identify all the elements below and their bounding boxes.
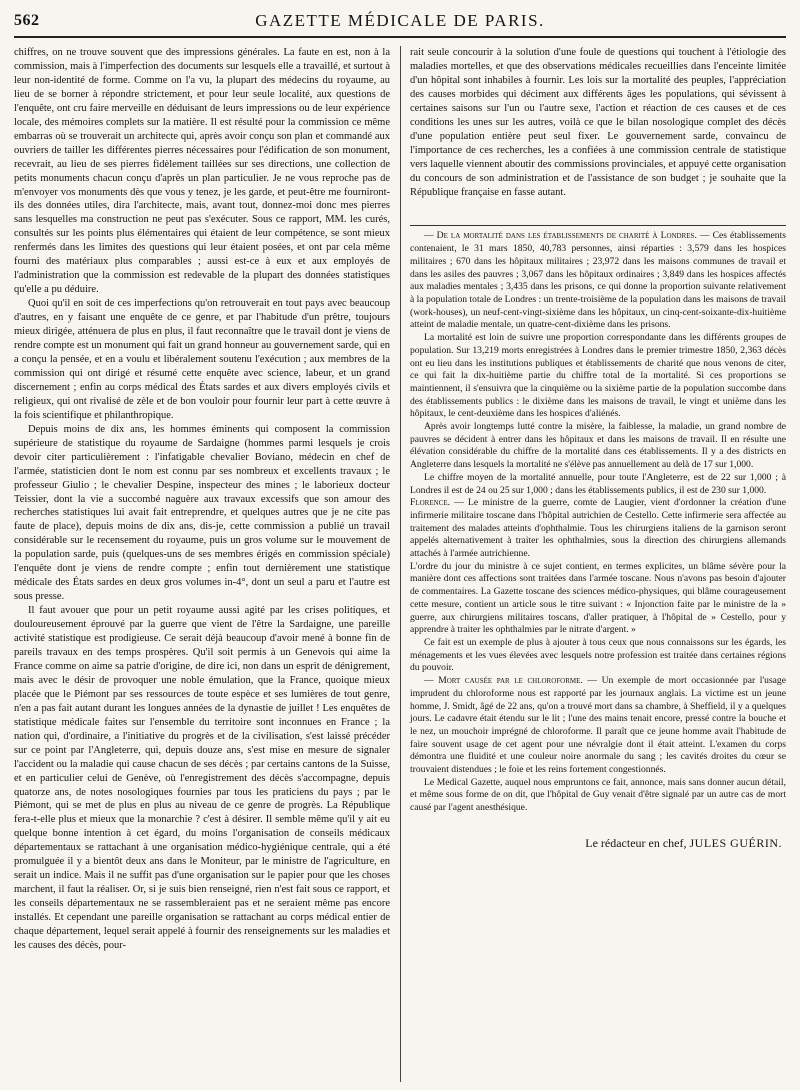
news-heading: — Mort causée par le chloroforme. (424, 675, 583, 687)
news-paragraph: Le chiffre moyen de la mortalité annuelle, pour toute l'Angleterre, est de 22 sur 1,000 ; à Londres il est de 24 ou 25 sur 1,000 ; dans les établissements publics, il est de 230 sur 1,000. (410, 471, 786, 496)
section-divider (410, 225, 786, 226)
news-body: — Ces établissements contenaient, le 31 mars 1850, 40,783 personnes, ainsi réparties : 3,579 dans les hospices militaires ; 670 dans les hôpitaux militaires ; 23,972 dans les maisons communes de travail et dans les asiles des pauvres ; 3,067 dans les hôpitaux ordinaires ; 3,849 dans les hospices affectés aux maladies mentales ; 3,435 dans les prisons, ce qui donne la proportion suivante relativement à la population totale de Londres : un trente-troisième de la population dans les maisons de travail (work-houses), un neuf-cent-vingt-sixième dans les hôpitaux, un cinq-cent-soixante-dix-huitième atteint de maladie mentale, un quatre-cent-dixième dans les prisons. (410, 230, 786, 331)
news-paragraph: Après avoir longtemps lutté contre la misère, la faiblesse, la maladie, un grand nombre de pauvres se décident à entrer dans les hôpitaux et dans les maisons de travail. Il en résulte une élévation considérable du chiffre de la mortalité dans ces établissements. Il y a des districts en Angleterre dans lesquels la mortalité ne s'élève pas annuellement au delà de 17 sur 1,000. (410, 421, 786, 471)
editor-signature (410, 837, 786, 851)
news-heading: — De la mortalité dans les établissements de charité à Londres. (424, 230, 697, 242)
news-body: — Le ministre de la guerre, comte de Laugier, vient d'ordonner la création d'une infirmerie militaire toscane dans l'hôpital autrichien de Cestello. Cette infirmerie sera affectée au traitement des malades atteints d'ophthalmie. Tous les chirurgiens italiens de la garnison seront appelés alternativement à traiter les ophthalmies, sous la direction des chirurgiens allemands attachés à l'armée autrichienne. (410, 497, 786, 560)
signature-prefix: Le rédacteur en chef, (585, 835, 687, 850)
page-number: 562 (14, 12, 40, 29)
article-columns (14, 46, 786, 1082)
news-item-london (410, 230, 786, 497)
column-divider (400, 46, 401, 1082)
news-paragraph: Ce fait est un exemple de plus à ajouter à tous ceux que nous connaissons sur les égards, les ménagements et les vues élevées avec lesquels notre profession est traitée dans certaines régions du pouvoir. (410, 636, 786, 674)
news-body: — Un exemple de mort occasionnée par l'usage imprudent du chloroforme nous est rapporté par les journaux anglais. La victime est un jeune homme, J. Smidt, âgé de 22 ans, qu'on a trouvé mort dans sa chambre, à Sheffield, il y a quelques jours. Le cadavre était étendu sur le lit ; l'une des mains tenait encore, pressé contre la bouche et le nez, un mouchoir imprégné de chloroforme. Il paraît que ce jeune homme avait l'habitude de faire souvent usage de cet agent pour une névralgie dont il était atteint. L'examen du corps démontra une fluidité et une couleur noire anormale du sang ; les cavités droites du cœur se trouvaient distendues ; le foie et les reins fortement congestionnés. (410, 675, 786, 776)
article-paragraph: Depuis moins de dix ans, les hommes éminents qui composent la commission supérieure de statistique du royaume de Sardaigne (hommes parmi lesquels je crois devoir citer particulièrement : l'infatigable chevalier Boviano, médecin en chef de l'armée, statisticien dont le nom est connu par ses nombreux et excellents travaux ; le professeur Giulio ; le chevalier Despine, inspecteur des mines ; le laborieux docteur Teissier, dont la vie a succombé naguère aux travaux excessifs que son amour des recherches statistiques lui avait fait entreprendre, et quelques autres que je ne cite pas faute de place), depuis moins de dix ans, dis-je, cette commission a publié un travail considérable sur le recensement du royaume, puis un gros volume sur le mouvement de la population sarde, puis (quelques-uns de ses membres érigés en commission spéciale) l'enquête dont je viens de rendre compte ; enfin tout dernièrement une statistique médicale des États sardes en deux gros volumes in-4°, dont un seul a paru et l'autre est sous presse. (14, 423, 390, 603)
editor-name: JULES GUÉRIN. (689, 835, 782, 850)
article-paragraph: Quoi qu'il en soit de ces imperfections qu'on retrouverait en tout pays avec beaucoup d'autres, en y faisant une enquête de ce genre, et par l'habitude d'un prêtre, toujours mieux dirigée, atténuera de plus en plus, il faut reconnaître que le travail dont je viens de rendre compte est un monument qui fait un grand honneur au gouvernement sarde, qui en a conçu la pensée, et en a voulu et libéralement soutenu l'exécution ; aux membres de la commission qui ont dirigé et résumé cette enquête avec science, labeur, et un grand discernement ; enfin au corps médical des États sardes et aux divers employés civils et religieux, qui ont rivalisé de zèle et de bon vouloir pour fournir leur part à cette œuvre à la fois scientifique et philanthropique. (14, 298, 390, 421)
page-header (14, 6, 786, 38)
news-heading: Florence. (410, 497, 451, 509)
article-paragraph: rait seule concourir à la solution d'une foule de questions qui touchent à l'étiologie des maladies mortelles, et que des observations médicales recueillies dans l'enceinte limitée d'un hôpital sont inhabiles à fournir. Les lois sur la mortalité des peuples, l'appréciation des causes morbides qui déciment aux différents âges les populations, qui sévissent à certaines saisons sur l'un ou l'autre sexe, l'action et réaction de ces causes et de ces conditions les unes sur les autres, voilà ce que le bilan nosologique complet des décès d'une population entière peut seul fixer. Le gouvernement sarde, convaincu de l'importance de ces recherches, les a confiées à une commission centrale de statistique vers laquelle viennent aboutir des commissions provinciales, et appuyé cette organisation du concours de son administration et de l'assistance de son budget ; je souhaite que la République française en fasse autant. (410, 47, 786, 198)
article-paragraph: chiffres, on ne trouve souvent que des impressions générales. La faute en est, non à la commission, mais à l'imperfection des documents sur lesquels elle a travaillé, et surtout à leur non-identité de forme. Comme on l'a vu, la plupart des médecins du royaume, au lieu de se borner à répondre strictement, et pour leur seule localité, aux questions de l'enquête, ont cru faire merveille en déduisant de leurs impressions ou de leur expérience locale, des mémoires complets sur la matière. Il est résulté pour la commission ce même embarras où se trouverait un architecte qui, après avoir conçu son plan et commandé aux ouvriers de tailler les différentes pierres nécessaires pour l'édification de son monument, recevrait, au lieu de ses pierres fidèlement taillées sur ses directions, une collection de petits monuments chacun conçu d'après un plan particulier. Je ne vous reproche pas de m'envoyer vos monuments dès que vous y tenez, je les garde, et peut-être me fourniront-ils des données utiles, dira l'architecte, mais, avant tout, donnez-moi donc mes pierres sans lesquelles ma construction ne peut pas s'exécuter. Sous ce rapport, MM. les curés, consultés sur les points plus élémentaires qui étaient de leur compétence, se sont mieux renfermés dans les limites des questions qui leur étaient posées, et ont par cela même fourni des matériaux plus comparables ; aussi est-ce à eux et aux employés de l'administration que la commission est redevable de la plupart des données statistiques qu'elle a pu déduire. (14, 47, 390, 296)
journal-title: GAZETTE MÉDICALE DE PARIS. (255, 11, 545, 30)
news-item-chloroform (410, 675, 786, 815)
news-paragraph: La mortalité est loin de suivre une proportion correspondante dans les différents groupes de population. Sur 13,219 morts enregistrées à Londres dans le premier trimestre 1850, 2,363 décès ont eu lieu dans les institutions publiques et établissements de charité que nous venons de citer, ce qui fait la dix-huitième partie du chiffre total de la mortalité. Si ces proportions se maintiennent, il s'ensuivra que la cinquième ou la sixième partie de la population succombe dans des établissements publics : le dixième dans les maisons de travail, le vingt et unième dans les hôpitaux, le cent-deuxième dans les hospices d'aliénés. (410, 332, 786, 420)
article-paragraph: Il faut avouer que pour un petit royaume aussi agité par les crises politiques, et douloureusement éprouvé par la guerre que vient de l'être la Sardaigne, une pareille activité statistique est prodigieuse. Ce serait déjà beaucoup d'avoir mené à bonne fin de pareils travaux en des temps prospères. Qu'il soit permis à un Genevois qui aime la France comme on aime sa patrie d'origine, de dire ici, non dans un esprit de dénigrement, mais avec le désir de provoquer une noble émulation, que la France, quoique mieux placée que le Piémont par ses ressources de toute espèce et ses lumières de tout genre, n'en a pas fait autant durant les longues années de la dynastie de juillet ! Les enquêtes de statistique médicale faites sur l'ensemble du territoire sont inconnues en France ; la nation qui, d'ordinaire, a l'initiative du progrès et de la civilisation, s'est laissé précéder sur ce point par l'Angleterre, qui, depuis douze ans, s'est mise en mesure de signaler l'accident ou la maladie qui cause chacun de ses décès ; par certains cantons de la Suisse, et en particulier celui de Genève, où l'enregistrement des décès s'accompagne, depuis quatorze ans, de notes nosologiques fournies par tous les praticiens du pays ; par le Piémont, qui se met de plus en plus au niveau de ce genre de progrès. La République fera-t-elle plus et mieux que la monarchie ? c'est à désirer. Il semble même qu'il y ait eu quelque bonne intention à cet égard, du moins l'organisation de conseils médicaux départementaux se rattachant à une organisation médico-hygiénique centrale, qui a été promulguée il y a bientôt deux ans dans le Moniteur, par le ministre de l'agriculture, en serait un indice. Mais il ne suffit pas d'une organisation sur le papier pour que les choses marchent, il faut la réaliser. Or, si je suis bien renseigné, rien n'est fait sous ce rapport, et les conseils départementaux ne se rassembleraient pas et ne seraient même pas encore installés. Et cependant une pareille organisation se rattachant au corps médical entier de chaque département, lequel serait appelé à fournir des renseignements sur les maladies et les causes des décès, pour- (14, 605, 390, 951)
section-spacer (410, 199, 786, 223)
news-paragraph: L'ordre du jour du ministre à ce sujet contient, en termes explicites, un blâme sévère pour la manière dont ces affections sont traitées dans l'armée toscane. Nous n'avons pas besoin d'ajouter de commentaires. La Gazette toscane des sciences médico-physiques, qui blâme courageusement cette mesure, contient un article sous le titre suivant : « Injonction faite par le ministre de la » guerre, aux chirurgiens militaires toscans, d'aller pratiquer, à l'hôpital de » Cestello, pour y apprendre à traiter les ophthalmies par le nitrate d'argent. » (410, 560, 786, 636)
left-column (14, 46, 390, 953)
news-item-florence (410, 497, 786, 675)
right-column (410, 46, 786, 851)
news-paragraph: Le Medical Gazette, auquel nous empruntons ce fait, annonce, mais sans donner aucun détail, et même sous forme de on dit, que l'hôpital de Guy venait d'être signalé par un autre cas de mort causé par l'agent anesthésique. (410, 776, 786, 814)
